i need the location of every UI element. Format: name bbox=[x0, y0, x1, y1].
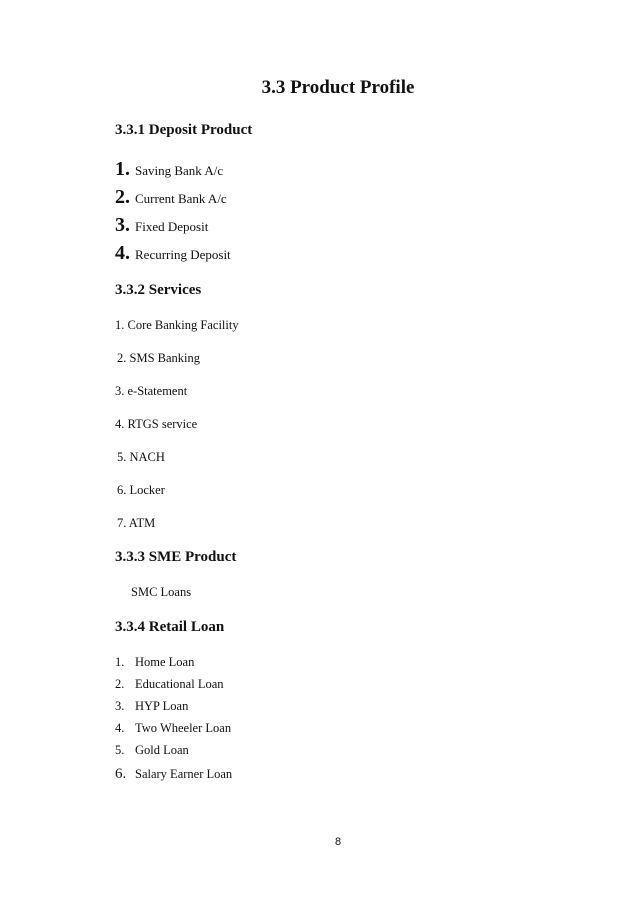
retail-loan-number: 4. bbox=[115, 721, 125, 735]
sme-item: SMC Loans bbox=[131, 585, 192, 599]
service-item: 3. e-Statement bbox=[115, 384, 188, 398]
retail-loan-number: 6. bbox=[115, 766, 127, 782]
retail-loan-number: 3. bbox=[115, 699, 125, 713]
service-item: 4. RTGS service bbox=[115, 417, 198, 431]
retail-loan-label: Home Loan bbox=[135, 655, 195, 669]
retail-loan-number: 5. bbox=[115, 743, 125, 757]
retail-loan-heading: 3.3.4 Retail Loan bbox=[115, 619, 225, 635]
sme-product-heading: 3.3.3 SME Product bbox=[115, 549, 237, 565]
deposit-item-label: Saving Bank A/c bbox=[135, 163, 224, 178]
deposit-item-number: 3. bbox=[115, 214, 130, 236]
retail-loan-item bbox=[115, 655, 194, 670]
retail-loan-item bbox=[115, 721, 231, 736]
retail-loan-label: Educational Loan bbox=[135, 677, 224, 691]
service-item: 1. Core Banking Facility bbox=[115, 318, 239, 332]
deposit-item-number: 2. bbox=[115, 186, 130, 208]
retail-loan-item bbox=[115, 677, 224, 692]
retail-loan-label: Two Wheeler Loan bbox=[135, 721, 232, 735]
deposit-item bbox=[115, 242, 231, 265]
deposit-product-heading: 3.3.1 Deposit Product bbox=[115, 122, 253, 138]
retail-loan-number: 2. bbox=[115, 677, 125, 691]
service-item: 6. Locker bbox=[117, 483, 165, 497]
deposit-item-label: Recurring Deposit bbox=[135, 247, 231, 262]
service-item: 2. SMS Banking bbox=[117, 351, 201, 365]
service-item: 5. NACH bbox=[117, 450, 165, 464]
retail-loan-item bbox=[115, 743, 189, 758]
retail-loan-label: HYP Loan bbox=[135, 699, 189, 713]
service-item: 7. ATM bbox=[117, 516, 156, 530]
deposit-item bbox=[115, 186, 227, 209]
deposit-item bbox=[115, 214, 208, 237]
retail-loan-label: Salary Earner Loan bbox=[135, 767, 233, 781]
deposit-item bbox=[115, 158, 223, 181]
retail-loan-label: Gold Loan bbox=[135, 743, 189, 757]
deposit-item-label: Fixed Deposit bbox=[135, 219, 209, 234]
page-number: 8 bbox=[334, 836, 342, 848]
retail-loan-item bbox=[115, 699, 188, 714]
deposit-item-number: 4. bbox=[115, 242, 130, 264]
page-title: 3.3 Product Profile bbox=[261, 77, 415, 98]
retail-loan-number: 1. bbox=[115, 655, 125, 669]
deposit-item-number: 1. bbox=[115, 158, 130, 180]
deposit-item-label: Current Bank A/c bbox=[135, 191, 227, 206]
retail-loan-item bbox=[115, 766, 232, 783]
services-heading: 3.3.2 Services bbox=[115, 282, 202, 298]
